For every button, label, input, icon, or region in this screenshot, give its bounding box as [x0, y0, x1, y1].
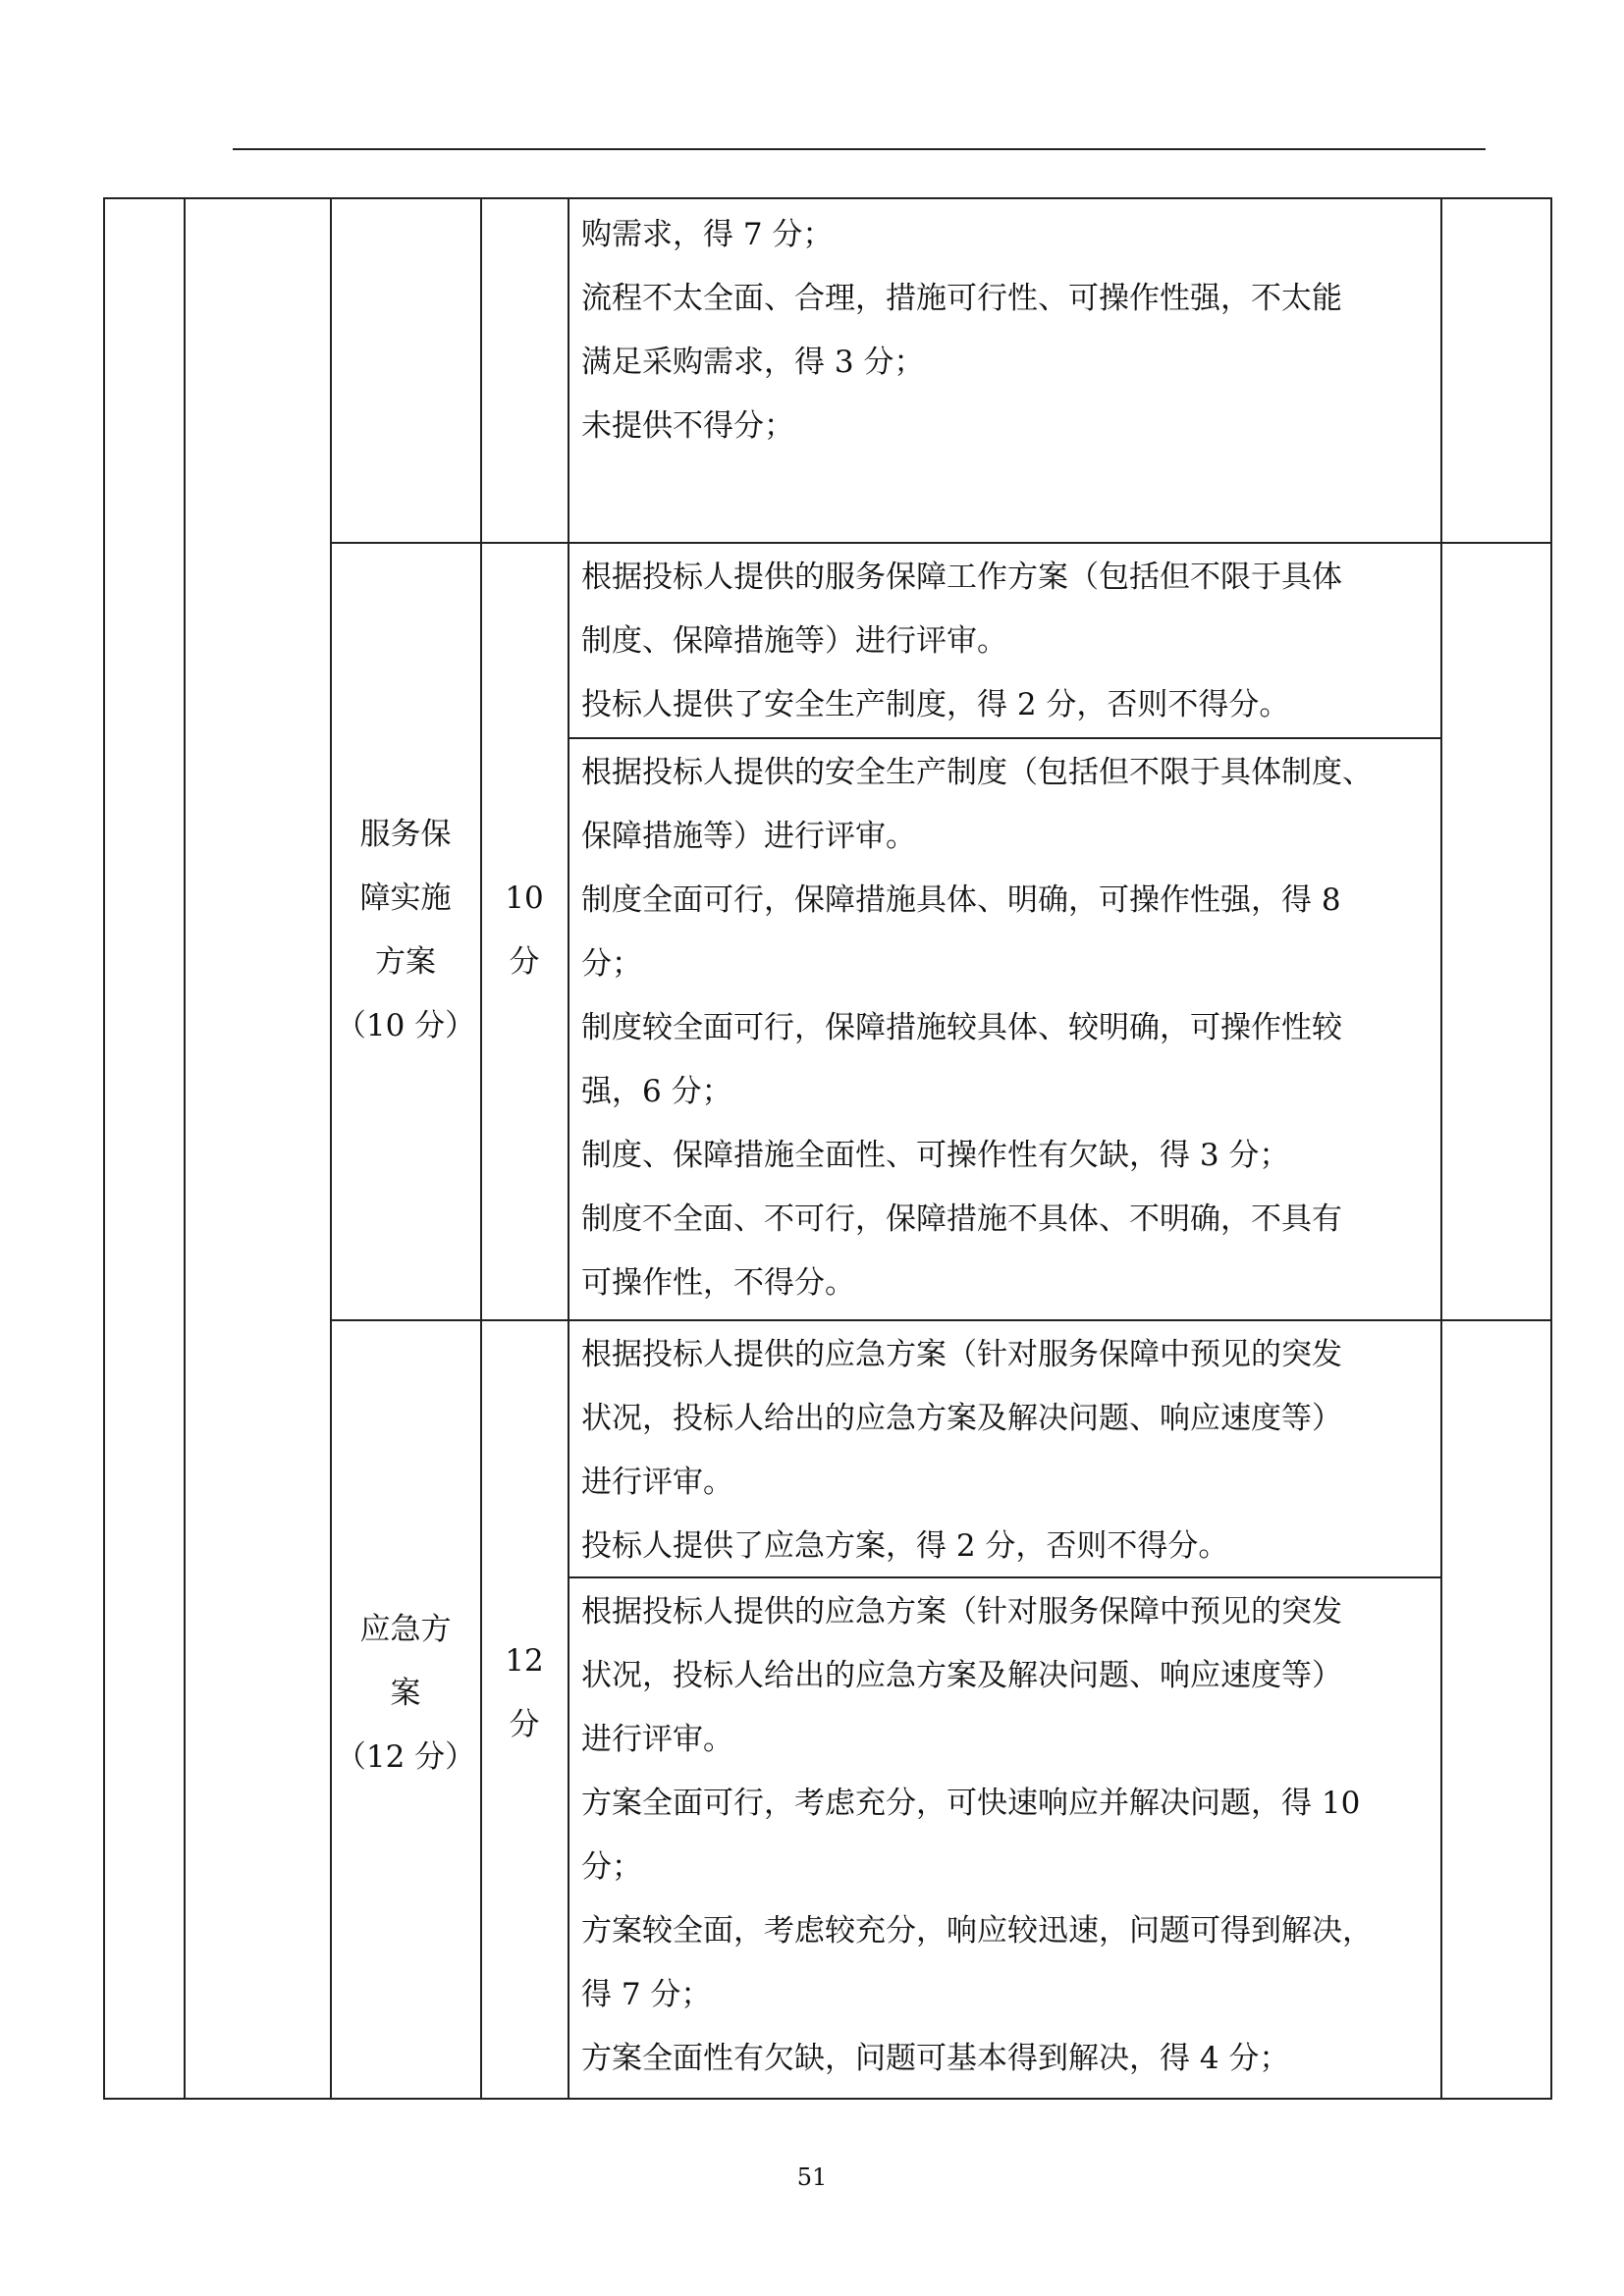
table-col-line: [568, 197, 569, 2100]
criteria-line: 根据投标人提供的应急方案（针对服务保障中预见的突发: [581, 1594, 1342, 1629]
item-label-emergency: 应急方 案 （12 分）: [335, 1612, 476, 1775]
table-col-line: [184, 197, 186, 2100]
criteria-line: 制度不全面、不可行，保障措施不具体、不明确，不具有: [581, 1201, 1342, 1237]
block-divider: [568, 737, 1442, 739]
criteria-line: 投标人提供了应急方案，得 2 分，否则不得分。: [581, 1528, 1229, 1564]
criteria-text: [581, 546, 1435, 737]
item-label-service: 服务保 障实施 方案 （10 分）: [335, 817, 476, 1043]
table-border-right: [1550, 197, 1552, 2100]
table-col-line: [330, 197, 332, 2100]
criteria-text: [581, 1580, 1435, 2091]
criteria-line: 可操作性，不得分。: [581, 1265, 855, 1301]
criteria-line: 根据投标人提供的服务保障工作方案（包括但不限于具体: [581, 560, 1342, 595]
criteria-line: 未提供不得分；: [581, 408, 794, 444]
criteria-line: 制度、保障措施全面性、可操作性有欠缺，得 3 分；: [581, 1138, 1290, 1173]
criteria-line: 保障措施等）进行评审。: [581, 819, 916, 854]
criteria-line: 投标人提供了安全生产制度，得 2 分，否则不得分。: [581, 687, 1290, 722]
table-border-bottom: [103, 2098, 1552, 2100]
criteria-line: 购需求，得 7 分；: [581, 217, 834, 252]
criteria-line: 状况，投标人给出的应急方案及解决问题、响应速度等）: [581, 1401, 1342, 1436]
criteria-line: 方案全面可行，考虑充分，可快速响应并解决问题，得 10: [581, 1786, 1361, 1821]
criteria-line: 得 7 分；: [581, 1977, 712, 2012]
criteria-line: 进行评审。: [581, 1722, 733, 1757]
criteria-line: 根据投标人提供的应急方案（针对服务保障中预见的突发: [581, 1337, 1342, 1372]
criteria-text: [581, 741, 1435, 1315]
criteria-line: 分；: [581, 1849, 642, 1885]
criteria-line: 根据投标人提供的安全生产制度（包括但不限于具体制度、: [581, 755, 1373, 790]
item-score-service: 10 分: [505, 881, 544, 980]
criteria-line: 强，6 分；: [581, 1074, 732, 1109]
criteria-line: 制度、保障措施等）进行评审。: [581, 623, 1007, 659]
criteria-line: 流程不太全面、合理，措施可行性、可操作性强，不太能: [581, 281, 1342, 316]
criteria-line: 方案全面性有欠缺，问题可基本得到解决，得 4 分；: [581, 2041, 1290, 2076]
criteria-line: 方案较全面，考虑较充分，响应较迅速，问题可得到解决，: [581, 1913, 1373, 1949]
item-score-emergency: 12 分: [505, 1643, 544, 1742]
criteria-line: 进行评审。: [581, 1465, 733, 1500]
criteria-text: [581, 1323, 1435, 1578]
row-divider: [330, 542, 1552, 544]
criteria-line: 制度全面可行，保障措施具体、明确，可操作性强，得 8: [581, 882, 1341, 918]
row-divider: [330, 1319, 1552, 1321]
criteria-text: [581, 203, 1435, 458]
table-border-top: [103, 197, 1552, 199]
criteria-line: 制度较全面可行，保障措施较具体、较明确，可操作性较: [581, 1010, 1342, 1045]
criteria-line: 状况，投标人给出的应急方案及解决问题、响应速度等）: [581, 1658, 1342, 1693]
criteria-line: 分；: [581, 946, 642, 982]
table-col-line: [1440, 197, 1442, 2100]
table-col-line: [480, 197, 482, 2100]
table-border-left: [103, 197, 105, 2100]
criteria-line: 满足采购需求，得 3 分；: [581, 345, 925, 380]
page-number: 51: [796, 2163, 828, 2191]
